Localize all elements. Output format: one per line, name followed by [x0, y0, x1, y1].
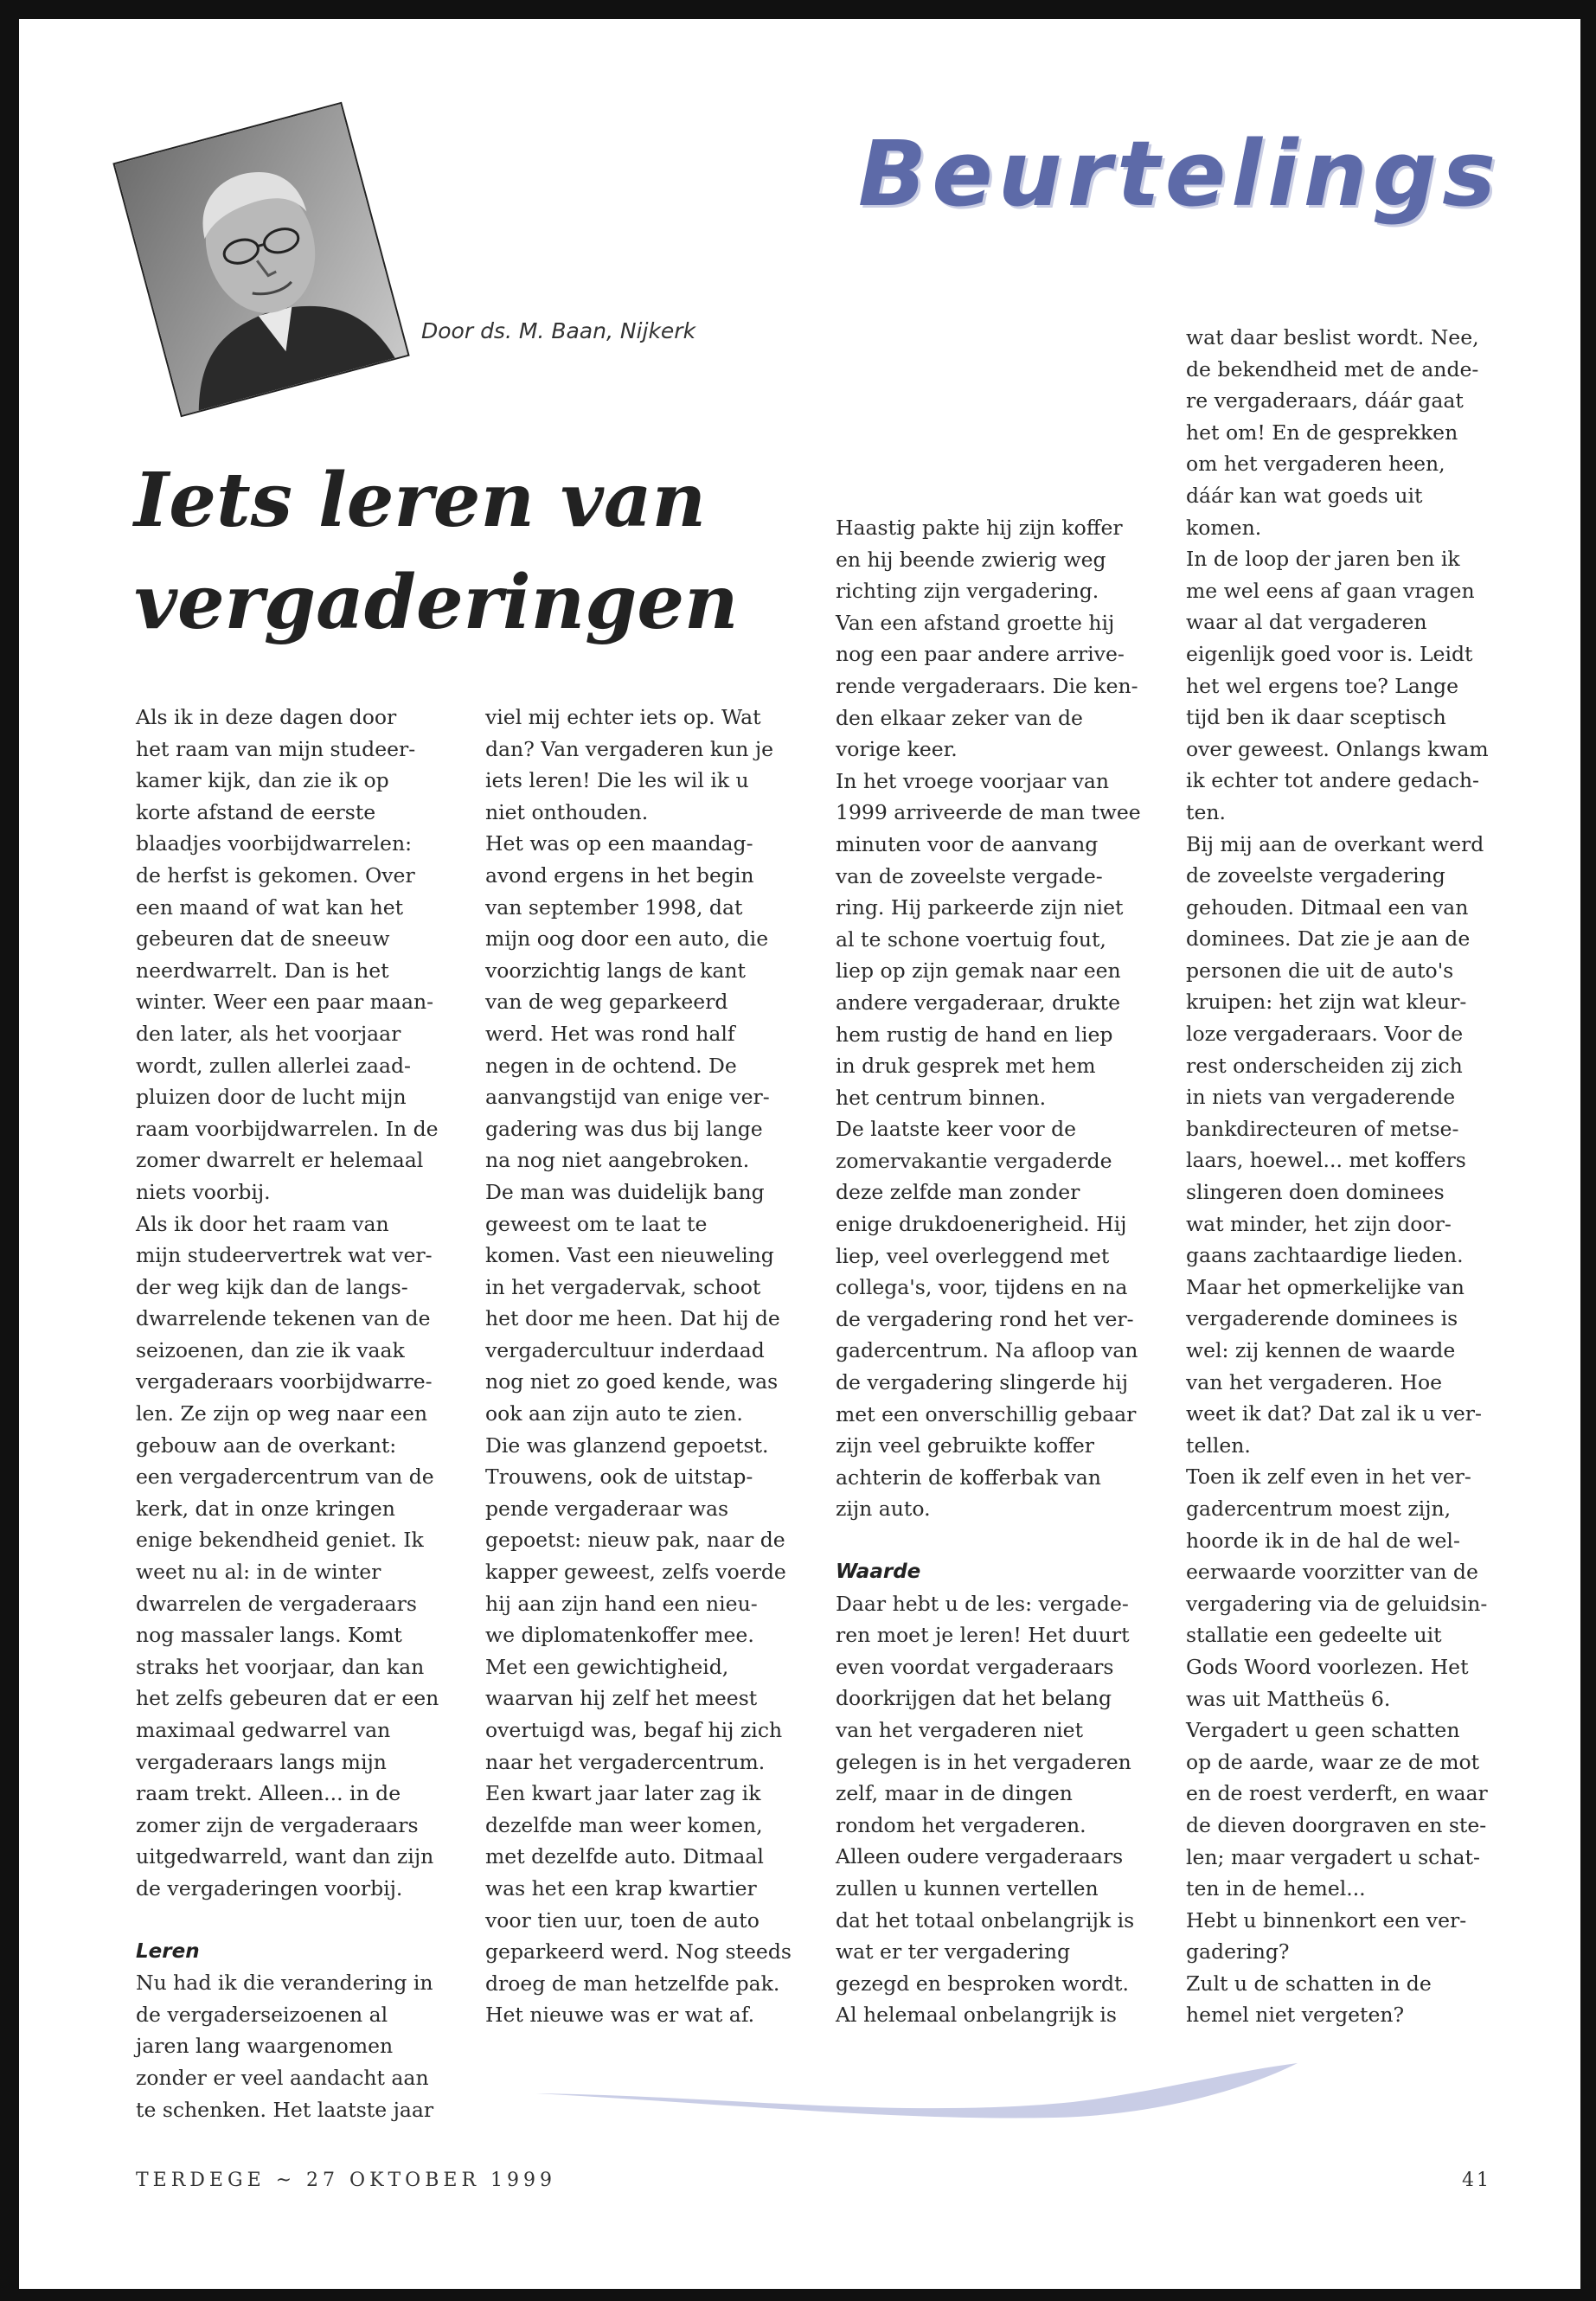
text-line: neerdwarrelt. Dan is het: [136, 958, 389, 983]
paragraph: [485, 1176, 810, 2031]
text-line: tijd ben ik daar sceptisch: [1186, 705, 1446, 730]
paragraph: [136, 1208, 460, 1905]
text-line: zelf, maar in de dingen: [836, 1781, 1073, 1806]
text-line: raam voorbijdwarrelen. In de: [136, 1116, 439, 1141]
text-line: den later, als het voorjaar: [136, 1021, 401, 1046]
text-column-1: [136, 702, 460, 2125]
text-line: blaadjes voorbijdwarrelen:: [136, 831, 413, 856]
text-line: me wel eens af gaan vragen: [1186, 578, 1475, 603]
text-line: ook aan zijn auto te zien.: [485, 1401, 743, 1426]
text-line: waarvan hij zelf het meest: [485, 1686, 758, 1711]
text-line: we diplomatenkoffer mee.: [485, 1623, 754, 1648]
text-line: viel mij echter iets op. Wat: [485, 705, 761, 729]
text-line: en hij beende zwierig weg: [836, 547, 1106, 572]
text-line: De man was duidelijk bang: [485, 1179, 765, 1204]
text-line: pluizen door de lucht mijn: [136, 1085, 407, 1110]
text-line: dominees. Dat zie je aan de: [1186, 926, 1471, 952]
text-line: vergaderaars langs mijn: [136, 1749, 387, 1774]
text-line: Het was op een maandag-: [485, 831, 753, 856]
text-line: vergaderaars voorbijdwarre-: [136, 1369, 433, 1394]
text-line: loze vergaderaars. Voor de: [1186, 1022, 1464, 1047]
text-column-3: [836, 512, 1160, 2031]
text-line: avond ergens in het begin: [485, 862, 754, 888]
text-line: Nu had ik die verandering in: [136, 1971, 433, 1996]
text-line: re vergaderaars, dáár gaat: [1186, 388, 1464, 413]
paragraph: [836, 766, 1160, 1114]
text-line: rende vergaderaars. Die ken-: [836, 673, 1138, 698]
text-line: de bekendheid met de ande-: [1186, 356, 1479, 381]
text-line: droeg de man hetzelfde pak.: [485, 1971, 780, 1996]
paragraph: [1186, 829, 1510, 1462]
text-line: de herfst is gekomen. Over: [136, 862, 415, 888]
text-line: in druk gesprek met hem: [836, 1054, 1096, 1079]
text-line: ik echter tot andere gedach-: [1186, 768, 1479, 793]
paragraph: [1186, 322, 1510, 543]
text-line: rest onderscheiden zij zich: [1186, 1053, 1463, 1078]
text-line: ten.: [1186, 799, 1226, 824]
text-line: gadercentrum moest zijn,: [1186, 1496, 1452, 1521]
paragraph: [136, 1967, 460, 2125]
paragraph: [836, 1588, 1160, 2031]
text-line: winter. Weer een paar maan-: [136, 990, 434, 1015]
text-line: de zoveelste vergadering: [1186, 863, 1445, 888]
text-line: liep, veel overleggend met: [836, 1243, 1110, 1268]
text-line: Vergadert u geen schatten: [1186, 1718, 1460, 1743]
text-line: In het vroege voorjaar van: [836, 768, 1110, 793]
text-line: bankdirecteuren of metse-: [1186, 1116, 1459, 1141]
paragraph: [836, 1113, 1160, 1525]
text-line: negen in de ochtend. De: [485, 1053, 737, 1078]
text-line: zullen u kunnen vertellen: [836, 1875, 1099, 1900]
text-line: al te schone voertuig fout,: [836, 926, 1106, 952]
text-column-4: [1186, 322, 1510, 2031]
headline: [134, 450, 757, 654]
text-line: na nog niet aangebroken.: [485, 1148, 750, 1173]
text-line: achterin de kofferbak van: [836, 1465, 1101, 1490]
text-line: zijn veel gebruikte koffer: [836, 1433, 1095, 1458]
text-line: Alleen oudere vergaderaars: [836, 1844, 1124, 1869]
text-line: weet ik dat? Dat zal ik u ver-: [1186, 1401, 1482, 1426]
text-line: straks het voorjaar, dan kan: [136, 1654, 425, 1679]
text-line: gadercentrum. Na afloop van: [836, 1338, 1138, 1363]
text-line: van het vergaderen niet: [836, 1717, 1084, 1742]
text-line: over geweest. Onlangs kwam: [1186, 736, 1489, 761]
text-line: eigenlijk goed voor is. Leidt: [1186, 641, 1473, 666]
text-line: geparkeerd werd. Nog steeds: [485, 1939, 792, 1965]
text-line: dezelfde man weer komen,: [485, 1812, 763, 1837]
text-line: even voordat vergaderaars: [836, 1654, 1114, 1679]
text-line: richting zijn vergadering.: [836, 579, 1099, 604]
text-line: Toen ik zelf even in het ver-: [1186, 1465, 1471, 1490]
text-line: te schenken. Het laatste jaar: [136, 2097, 434, 2122]
text-line: seizoenen, dan zie ik vaak: [136, 1337, 405, 1362]
text-line: zijn auto.: [836, 1497, 931, 1522]
text-line: dat het totaal onbelangrijk is: [836, 1907, 1135, 1932]
text-line: van de weg geparkeerd: [485, 990, 728, 1015]
text-line: liep op zijn gemak naar een: [836, 958, 1121, 984]
text-line: het wel ergens toe? Lange: [1186, 673, 1458, 698]
text-line: het centrum binnen.: [836, 1085, 1047, 1110]
text-line: Trouwens, ook de uitstap-: [485, 1465, 753, 1490]
text-line: raam trekt. Alleen... in de: [136, 1781, 401, 1806]
text-line: jaren lang waargenomen: [136, 2034, 394, 2059]
text-line: Als ik in deze dagen door: [136, 705, 397, 729]
text-line: nog massaler langs. Komt: [136, 1623, 402, 1648]
text-line: collega's, voor, tijdens en na: [836, 1275, 1128, 1300]
text-line: nog een paar andere arrive-: [836, 642, 1125, 667]
text-line: Gods Woord voorlezen. Het: [1186, 1654, 1469, 1679]
text-line: Zult u de schatten in de: [1186, 1971, 1432, 1996]
text-line: waar al dat vergaderen: [1186, 610, 1427, 635]
text-line: deze zelfde man zonder: [836, 1180, 1080, 1205]
text-line: wel: zij kennen de waarde: [1186, 1338, 1456, 1362]
text-line: vergadering via de geluidsin-: [1186, 1591, 1488, 1616]
text-line: in niets van vergaderende: [1186, 1085, 1456, 1110]
text-line: laars, hoewel... met koffers: [1186, 1148, 1466, 1173]
text-line: maximaal gedwarrel van: [136, 1718, 391, 1742]
text-line: op de aarde, waar ze de mot: [1186, 1749, 1480, 1774]
text-line: hemel niet vergeten?: [1186, 2003, 1405, 2028]
text-line: gehouden. Ditmaal een van: [1186, 894, 1469, 920]
paragraph: [836, 512, 1160, 766]
text-line: gaans zachtaardige lieden.: [1186, 1243, 1464, 1268]
text-line: komen. Vast een nieuweling: [485, 1243, 774, 1268]
text-line: korte afstand de eerste: [136, 799, 376, 824]
paragraph: [485, 702, 810, 828]
text-line: Haastig pakte hij zijn koffer: [836, 516, 1123, 540]
text-line: van september 1998, dat: [485, 894, 743, 920]
paragraph: [485, 828, 810, 1176]
text-line: dan? Van vergaderen kun je: [485, 736, 774, 761]
text-line: naar het vergadercentrum.: [485, 1749, 766, 1774]
text-line: was uit Mattheüs 6.: [1186, 1686, 1391, 1711]
text-line: hij aan zijn hand een nieu-: [485, 1591, 758, 1616]
text-line: rondom het vergaderen.: [836, 1812, 1086, 1837]
text-line: aanvangstijd van enige ver-: [485, 1085, 770, 1110]
section-title: Beurtelings: [857, 121, 1501, 227]
paragraph: [1186, 1461, 1510, 1715]
paragraph: [136, 702, 460, 1208]
text-line: ren moet je leren! Het duurt: [836, 1623, 1130, 1648]
text-line: personen die uit de auto's: [1186, 958, 1454, 983]
text-line: een vergadercentrum van de: [136, 1465, 434, 1490]
text-line: wordt, zullen allerlei zaad-: [136, 1053, 411, 1078]
text-line: overtuigd was, begaf hij zich: [485, 1718, 783, 1742]
text-line: de vergadering rond het ver-: [836, 1306, 1134, 1331]
text-line: eerwaarde voorzitter van de: [1186, 1560, 1478, 1585]
text-line: was het een krap kwartier: [485, 1875, 757, 1900]
footer-page-number: 41: [1462, 2170, 1491, 2191]
text-line: kerk, dat in onze kringen: [136, 1496, 395, 1521]
text-line: van de zoveelste vergade-: [836, 863, 1103, 888]
text-line: 1999 arriveerde de man twee: [836, 800, 1141, 825]
text-line: len; maar vergadert u schat-: [1186, 1844, 1480, 1869]
paragraph: [1186, 1715, 1510, 1905]
text-column-2: [485, 702, 810, 2031]
text-line: voor tien uur, toen de auto: [485, 1907, 760, 1932]
text-line: vorige keer.: [836, 737, 958, 762]
text-line: zomer zijn de vergaderaars: [136, 1812, 419, 1837]
text-line: gadering?: [1186, 1939, 1290, 1965]
text-line: geweest om te laat te: [485, 1211, 708, 1236]
text-line: uitgedwarreld, want dan zijn: [136, 1844, 434, 1869]
text-line: het zelfs gebeuren dat er een: [136, 1686, 439, 1711]
headline-line-2: vergaderingen: [134, 559, 739, 646]
text-line: zonder er veel aandacht aan: [136, 2065, 429, 2090]
text-line: Een kwart jaar later zag ik: [485, 1781, 761, 1806]
text-line: minuten voor de aanvang: [836, 831, 1099, 856]
text-line: gepoetst: nieuw pak, naar de: [485, 1528, 785, 1553]
text-line: gebouw aan de overkant:: [136, 1433, 397, 1458]
text-line: der weg kijk dan de langs-: [136, 1274, 408, 1299]
text-line: voorzichtig langs de kant: [485, 958, 746, 983]
text-line: hoorde ik in de hal de wel-: [1186, 1528, 1460, 1553]
text-line: len. Ze zijn op weg naar een: [136, 1401, 427, 1426]
text-line: wat minder, het zijn door-: [1186, 1211, 1452, 1236]
text-line: zomer dwarrelt er helemaal: [136, 1148, 424, 1173]
text-line: slingeren doen dominees: [1186, 1180, 1445, 1205]
text-line: Daar hebt u de les: vergade-: [836, 1591, 1129, 1616]
text-line: Met een gewichtigheid,: [485, 1654, 729, 1679]
text-line: gadering was dus bij lange: [485, 1116, 763, 1141]
text-line: Als ik door het raam van: [136, 1211, 389, 1236]
subheading-waarde: Waarde: [836, 1561, 921, 1583]
text-line: vergadercultuur inderdaad: [485, 1337, 765, 1362]
paragraph: [1186, 1905, 1510, 2031]
text-line: werd. Het was rond half: [485, 1021, 735, 1046]
text-line: dwarrelende tekenen van de: [136, 1306, 431, 1331]
text-line: Bij mij aan de overkant werd: [1186, 831, 1484, 856]
headline-line-1: Iets leren van: [134, 457, 707, 544]
text-line: stallatie een gedeelte uit: [1186, 1623, 1442, 1648]
text-line: de vergaderseizoenen al: [136, 2002, 388, 2027]
byline: Door ds. M. Baan, Nijkerk: [421, 318, 696, 343]
text-line: enige bekendheid geniet. Ik: [136, 1528, 424, 1553]
text-line: vergaderende dominees is: [1186, 1306, 1458, 1331]
text-line: Maar het opmerkelijke van: [1186, 1274, 1465, 1299]
text-line: een maand of wat kan het: [136, 894, 404, 920]
text-line: gelegen is in het vergaderen: [836, 1749, 1131, 1774]
text-line: Al helemaal onbelangrijk is: [836, 2003, 1117, 2028]
text-line: pende vergaderaar was: [485, 1496, 729, 1521]
text-line: niets voorbij.: [136, 1179, 271, 1204]
text-line: andere vergaderaar, drukte: [836, 990, 1120, 1015]
text-line: enige drukdoenerigheid. Hij: [836, 1212, 1127, 1237]
text-line: Hebt u binnenkort een ver-: [1186, 1907, 1467, 1932]
text-line: ring. Hij parkeerde zijn niet: [836, 895, 1124, 920]
text-line: kruipen: het zijn wat kleur-: [1186, 990, 1467, 1015]
text-line: nog niet zo goed kende, was: [485, 1369, 779, 1394]
text-line: ten in de hemel...: [1186, 1876, 1366, 1901]
text-line: mijn studeervertrek wat ver-: [136, 1243, 433, 1268]
text-line: mijn oog door een auto, die: [485, 926, 769, 952]
text-line: de vergaderingen voorbij.: [136, 1875, 403, 1900]
text-line: zomervakantie vergaderde: [836, 1148, 1112, 1173]
text-line: de dieven doorgraven en ste-: [1186, 1812, 1487, 1837]
text-line: Het nieuwe was er wat af.: [485, 2003, 755, 2028]
author-portrait: [112, 102, 409, 418]
text-line: hem rustig de hand en liep: [836, 1022, 1113, 1047]
text-line: om het vergaderen heen,: [1186, 452, 1445, 477]
text-line: kapper geweest, zelfs voerde: [485, 1560, 786, 1585]
text-line: het raam van mijn studeer-: [136, 736, 416, 761]
text-line: dwarrelen de vergaderaars: [136, 1591, 417, 1616]
text-line: van het vergaderen. Hoe: [1186, 1369, 1443, 1394]
text-line: wat daar beslist wordt. Nee,: [1186, 325, 1479, 349]
text-line: met een onverschillig gebaar: [836, 1401, 1137, 1426]
text-line: doorkrijgen dat het belang: [836, 1686, 1112, 1711]
text-line: den elkaar zeker van de: [836, 705, 1083, 730]
text-line: tellen.: [1186, 1433, 1251, 1458]
subheading-leren: Leren: [136, 1939, 200, 1963]
text-line: dáár kan wat goeds uit: [1186, 483, 1423, 508]
text-line: het om! En de gesprekken: [1186, 420, 1458, 445]
text-line: gebeuren dat de sneeuw: [136, 926, 390, 952]
footer-publication: TERDEGE ~ 27 OKTOBER 1999: [136, 2170, 556, 2191]
text-line: iets leren! Die les wil ik u: [485, 768, 749, 793]
text-line: en de roest verderft, en waar: [1186, 1781, 1488, 1806]
text-line: wat er ter vergadering: [836, 1939, 1071, 1965]
decorative-swoosh: [536, 2041, 1298, 2119]
text-line: Van een afstand groette hij: [836, 610, 1115, 635]
text-line: komen.: [1186, 515, 1262, 540]
paragraph: [1186, 543, 1510, 828]
text-line: met dezelfde auto. Ditmaal: [485, 1844, 764, 1869]
text-line: in het vergadervak, schoot: [485, 1274, 761, 1299]
text-line: Die was glanzend gepoetst.: [485, 1433, 769, 1458]
text-line: niet onthouden.: [485, 799, 649, 824]
text-line: In de loop der jaren ben ik: [1186, 547, 1460, 572]
text-line: weet nu al: in de winter: [136, 1560, 381, 1585]
text-line: De laatste keer voor de: [836, 1117, 1077, 1142]
text-line: kamer kijk, dan zie ik op: [136, 768, 389, 793]
text-line: het door me heen. Dat hij de: [485, 1306, 780, 1331]
text-line: de vergadering slingerde hij: [836, 1370, 1129, 1395]
text-line: gezegd en besproken wordt.: [836, 1971, 1129, 1996]
